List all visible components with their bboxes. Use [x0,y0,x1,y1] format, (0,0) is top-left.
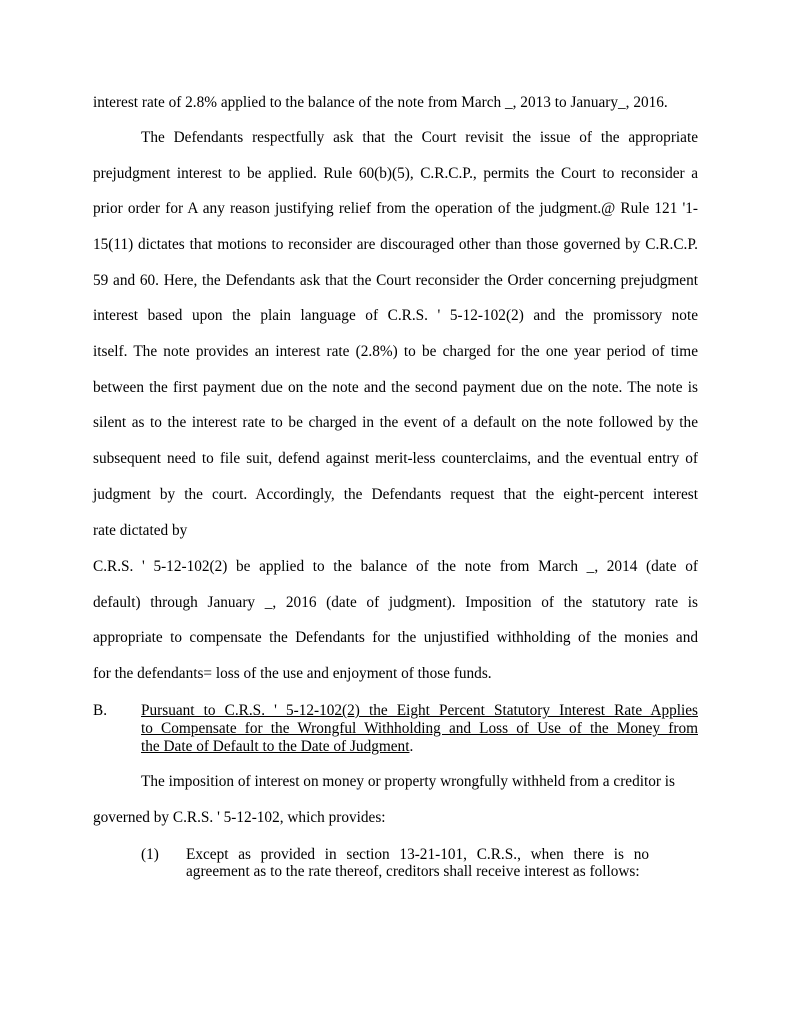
body-line-17: for the defendants= loss of the use and enjoyment of those funds. [93,665,492,682]
body-line-7: interest based upon the plain language of C.R.S. ' 5-12-102(2) and the promissory note [93,307,698,324]
body-line-12: judgment by the court. Accordingly, the Defendants request that the eight-percent interest [93,486,698,503]
section-b-para-line-2: governed by C.R.S. ' 5-12-102, which provides: [93,809,386,826]
body-line-16: appropriate to compensate the Defendants for the unjustified withholding of the monies and [93,629,698,646]
quote-number: (1) [141,846,159,863]
section-b-heading-line-1: Pursuant to C.R.S. ' 5-12-102(2) the Eight Percent Statutory Interest Rate Applies [141,702,698,719]
body-line-9: between the first payment due on the note and the second payment due on the note. The note is [93,379,698,396]
body-line-2: The Defendants respectfully ask that the Court revisit the issue of the appropriate [141,129,698,146]
body-line-11: subsequent need to file suit, defend against merit-less counterclaims, and the eventual entry of [93,450,698,467]
section-b-heading-line-2: to Compensate for the Wrongful Withholding and Loss of Use of the Money from [141,720,698,737]
body-line-4: prior order for A any reason justifying relief from the operation of the judgment.@ Rule 121 '1- [93,200,698,217]
body-line-6: 59 and 60. Here, the Defendants ask that the Court reconsider the Order concerning prejudgment [93,272,698,289]
section-b-heading-line-3 [141,738,698,756]
section-b-label: B. [93,702,108,719]
section-b-heading-text: the Date of Default to the Date of Judgment [141,738,410,755]
section-b-heading-period: . [409,738,414,755]
quote-line-1: Except as provided in section 13-21-101, C.R.S., when there is no [186,846,649,863]
body-line-1: interest rate of 2.8% applied to the balance of the note from March _, 2013 to January_, 2016. [93,94,668,111]
body-line-5: 15(11) dictates that motions to reconsider are discouraged other than those governed by C.R.C.P. [93,236,698,253]
section-b-para-line-1: The imposition of interest on money or property wrongfully withheld from a creditor is [141,773,676,790]
body-line-3: prejudgment interest to be applied. Rule 60(b)(5), C.R.C.P., permits the Court to reconsider a [93,165,698,182]
body-line-14: C.R.S. ' 5-12-102(2) be applied to the balance of the note from March _, 2014 (date of [93,558,698,575]
body-line-10: silent as to the interest rate to be charged in the event of a default on the note followed by the [93,414,698,431]
body-line-13: rate dictated by [93,522,188,539]
body-line-15: default) through January _, 2016 (date of judgment). Imposition of the statutory rate is [93,594,698,611]
body-line-8: itself. The note provides an interest rate (2.8%) to be charged for the one year period of time [93,343,698,360]
quote-line-2: agreement as to the rate thereof, creditors shall receive interest as follows: [186,863,640,880]
